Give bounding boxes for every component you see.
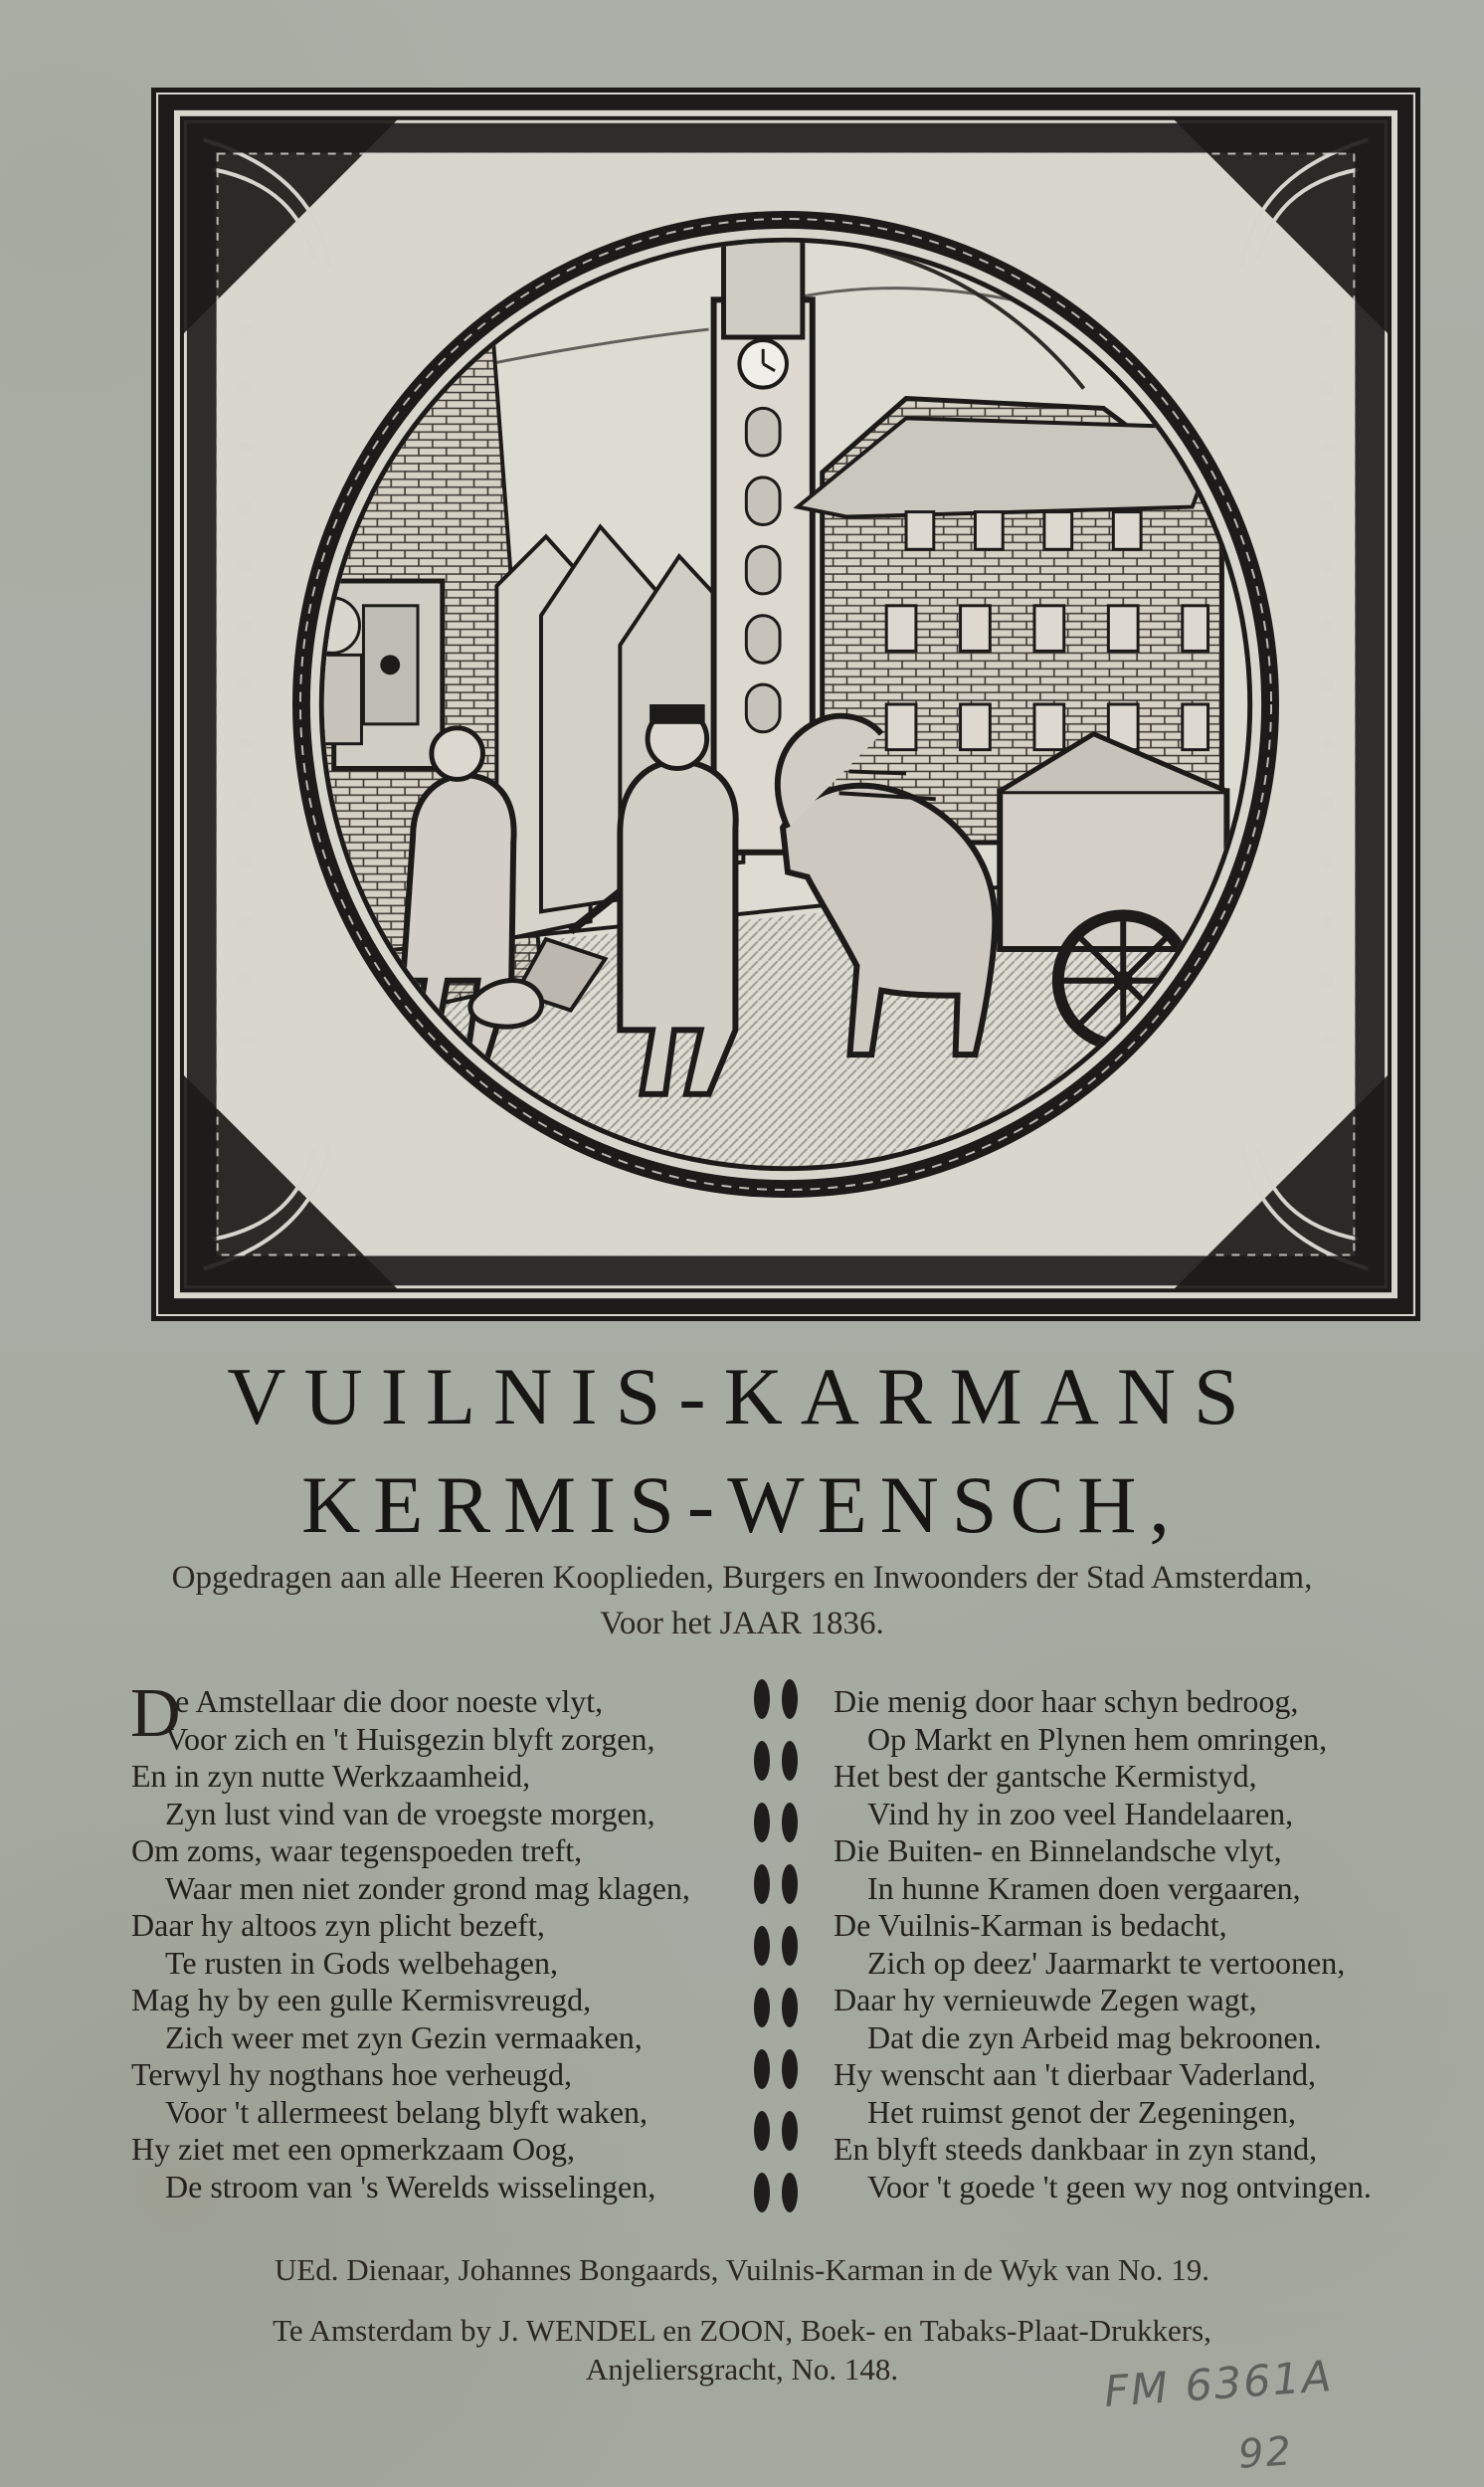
street-scene-woodcut [156, 93, 1415, 1316]
poem-left-line-3: En in zyn nutte Werkzaamheid, [131, 1758, 531, 1794]
year-text: Voor het JAAR 1836. [600, 1606, 884, 1641]
poem-right-line-1: Die menig door haar schyn bedroog, [834, 1683, 1299, 1719]
poem-right-line-11: Hy wenscht aan 't dierbaar Vaderland, [834, 2056, 1316, 2092]
poem-left-line-4: Zyn lust vind van de vroegste morgen, [165, 1795, 655, 1831]
poem-left-line-6: Waar men niet zonder grond mag klagen, [165, 1869, 690, 1906]
title-line-1: VUILNIS-KARMANS [227, 1351, 1257, 1441]
poem-left-line-5: Om zoms, waar tegenspoeden treft, [131, 1832, 583, 1868]
title-line-2: KERMIS-WENSCH, [301, 1459, 1183, 1550]
poem-left-line-14: De stroom van 's Werelds wisselingen, [165, 2168, 656, 2204]
poem-right-line-4: Vind hy in zoo veel Handelaaren, [867, 1795, 1294, 1831]
dedication-text: Opgedragen aan alle Heeren Kooplieden, Burgers en Inwoonders der Stad Amsterdam, [171, 1560, 1313, 1596]
printer-line-2: Anjeliersgracht, No. 148. [585, 2352, 899, 2387]
poem-left-line-11: Terwyl hy nogthans hoe verheugd, [131, 2056, 572, 2092]
poem-right-line-7: De Vuilnis-Karman is bedacht, [834, 1907, 1227, 1943]
signature-line: UEd. Dienaar, Johannes Bongaards, Vuilnis-Karman in de Wyk van No. 19. [274, 2252, 1210, 2287]
poem-right-line-2: Op Markt en Plynen hem omringen, [867, 1720, 1328, 1757]
poem-left-line-13: Hy ziet met een opmerkzaam Oog, [131, 2131, 576, 2167]
poem-right-line-10: Dat die zyn Arbeid mag bekroonen. [867, 2018, 1322, 2055]
catalog-mark-1: FM 6361A [1102, 2352, 1335, 2417]
printer-line-1: Te Amsterdam by J. WENDEL en ZOON, Boek- en Tabaks-Plaat-Drukkers, [273, 2313, 1211, 2348]
poem-right-line-12: Het ruimst genot der Zegeningen, [867, 2093, 1296, 2130]
poem-right-line-3: Het best der gantsche Kermistyd, [834, 1758, 1257, 1794]
poem-left-line-1: e Amstellaar die door noeste vlyt, [175, 1683, 604, 1719]
catalog-mark-2: 92 [1236, 2428, 1295, 2478]
poem-right-column [834, 1683, 1430, 2205]
poem-right-line-6: In hunne Kramen doen vergaaren, [867, 1869, 1301, 1906]
poem-left-line-8: Te rusten in Gods welbehagen, [165, 1944, 558, 1981]
poem-right-line-9: Daar hy vernieuwde Zegen wagt, [834, 1982, 1257, 2017]
poem-left-line-12: Voor 't allermeest belang blyft waken, [165, 2093, 649, 2130]
poem-left-line-7: Daar hy altoos zyn plicht bezeft, [131, 1907, 545, 1943]
woodcut-illustration [151, 88, 1420, 1321]
ornamental-divider [744, 1679, 808, 2226]
poem-left-column [130, 1675, 708, 2205]
poem-left-line-10: Zich weer met zyn Gezin vermaaken, [165, 2018, 643, 2055]
poem-left-line-2: Voor zich en 't Huisgezin blyft zorgen, [165, 1720, 655, 1757]
poem-left-line-9: Mag hy by een gulle Kermisvreugd, [131, 1982, 592, 2017]
poem-right-line-8: Zich op deez' Jaarmarkt te vertoonen, [867, 1944, 1346, 1981]
poem-right-line-14: Voor 't goede 't geen wy nog ontvingen. [867, 2168, 1372, 2204]
poem-right-line-13: En blyft steeds dankbaar in zyn stand, [834, 2131, 1318, 2167]
drop-cap: D [130, 1675, 181, 1752]
poem-right-line-5: Die Buiten- en Binnelandsche vlyt, [834, 1832, 1282, 1868]
